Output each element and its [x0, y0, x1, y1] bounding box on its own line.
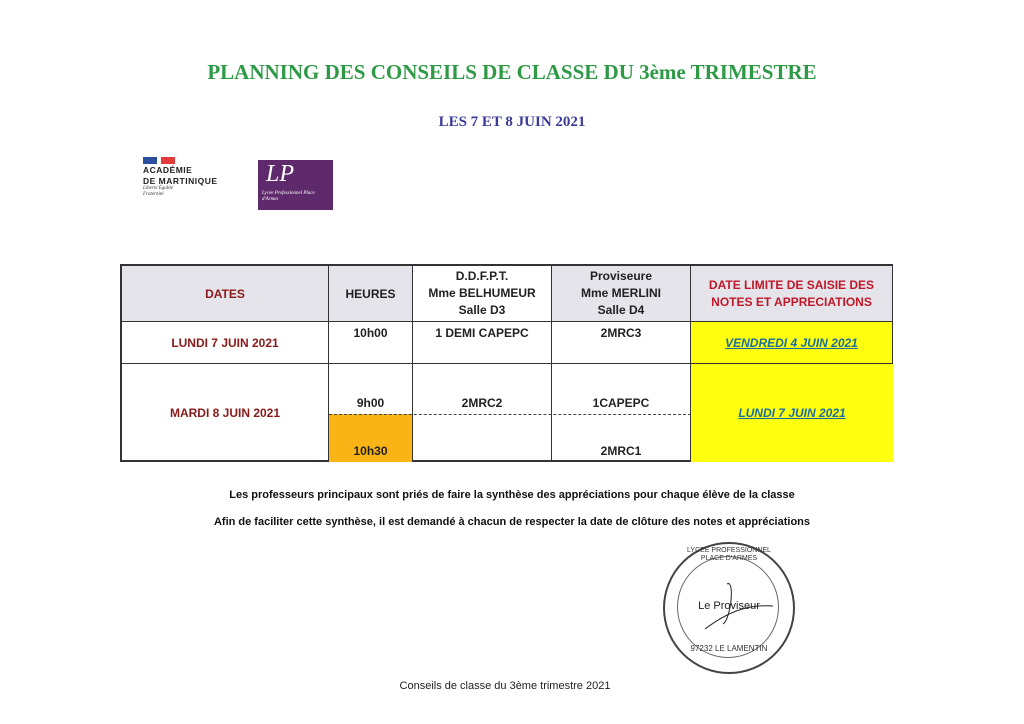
header-ddfpt-name: Mme BELHUMEUR [428, 286, 536, 300]
header-date-limite: DATE LIMITE DE SAISIE DES NOTES ET APPRECIATIONS [691, 266, 893, 322]
header-prov-room: Salle D4 [597, 303, 645, 317]
header-ddfpt-title: D.D.F.P.T. [455, 269, 509, 283]
schedule-table [120, 264, 893, 462]
header-prov-name: Mme MERLINI [580, 286, 661, 300]
row2-heure-1: 9h00 [329, 364, 413, 414]
note-2: Afin de faciliter cette synthèse, il est demandé à chacun de respecter la date de clôture des notes et appréciations [213, 516, 811, 528]
academie-motto: Liberté Égalité Fraternité [143, 186, 174, 197]
academie-name-line2: DE MARTINIQUE [143, 176, 218, 186]
lp-logo-mark: LP [266, 161, 295, 187]
row2-ddfpt-1: 2MRC2 [413, 364, 552, 414]
page-title: PLANNING DES CONSEILS DE CLASSE DU 3ème TRIMESTRE [207, 60, 817, 84]
note-1: Les professeurs principaux sont priés de faire la synthèse des appréciations pour chaque élève de la classe [229, 489, 795, 501]
stamp-top-text: LYCEE PROFESSIONNEL PLACE D'ARMES [687, 547, 771, 562]
lp-logo-text: Lycée Professionnel Place d'Armes [262, 191, 315, 202]
row1-limit-cell [691, 322, 893, 364]
row2-heure-2: 10h30 [329, 414, 413, 462]
row2-proviseure-1: 1CAPEPC [552, 364, 691, 414]
time-split-divider [329, 414, 691, 415]
school-stamp [663, 542, 795, 674]
lp-logo [258, 160, 333, 210]
header-dates: DATES [122, 266, 329, 322]
academie-name-line1: ACADÉMIE [143, 165, 193, 175]
row2-proviseure-2: 2MRC1 [552, 414, 691, 462]
header-ddfpt [413, 266, 552, 322]
header-ddfpt-room: Salle D3 [458, 303, 506, 317]
header-heures: HEURES [329, 266, 413, 322]
row2-limit-cell [691, 364, 893, 462]
row1-proviseure: 2MRC3 [552, 322, 691, 364]
row2-ddfpt-2 [413, 414, 552, 462]
row2-date: MARDI 8 JUIN 2021 [122, 364, 329, 462]
row1-ddfpt: 1 DEMI CAPEPC [413, 322, 552, 364]
header-proviseure [552, 266, 691, 322]
stamp-center-text: Le Proviseur [698, 600, 760, 612]
academie-logo [143, 157, 218, 198]
row2-limit-date: LUNDI 7 JUIN 2021 [738, 406, 846, 420]
header-prov-title: Proviseure [589, 269, 653, 283]
stamp-bottom-text: 97232 LE LAMENTIN [690, 644, 768, 653]
row1-date: LUNDI 7 JUIN 2021 [122, 322, 329, 364]
row1-limit-date: VENDREDI 4 JUIN 2021 [725, 335, 858, 350]
row1-heure: 10h00 [329, 322, 413, 364]
french-flag-icon [143, 157, 218, 164]
footer-text: Conseils de classe du 3ème trimestre 2021 [399, 680, 611, 692]
page-subtitle: LES 7 ET 8 JUIN 2021 [438, 114, 586, 130]
